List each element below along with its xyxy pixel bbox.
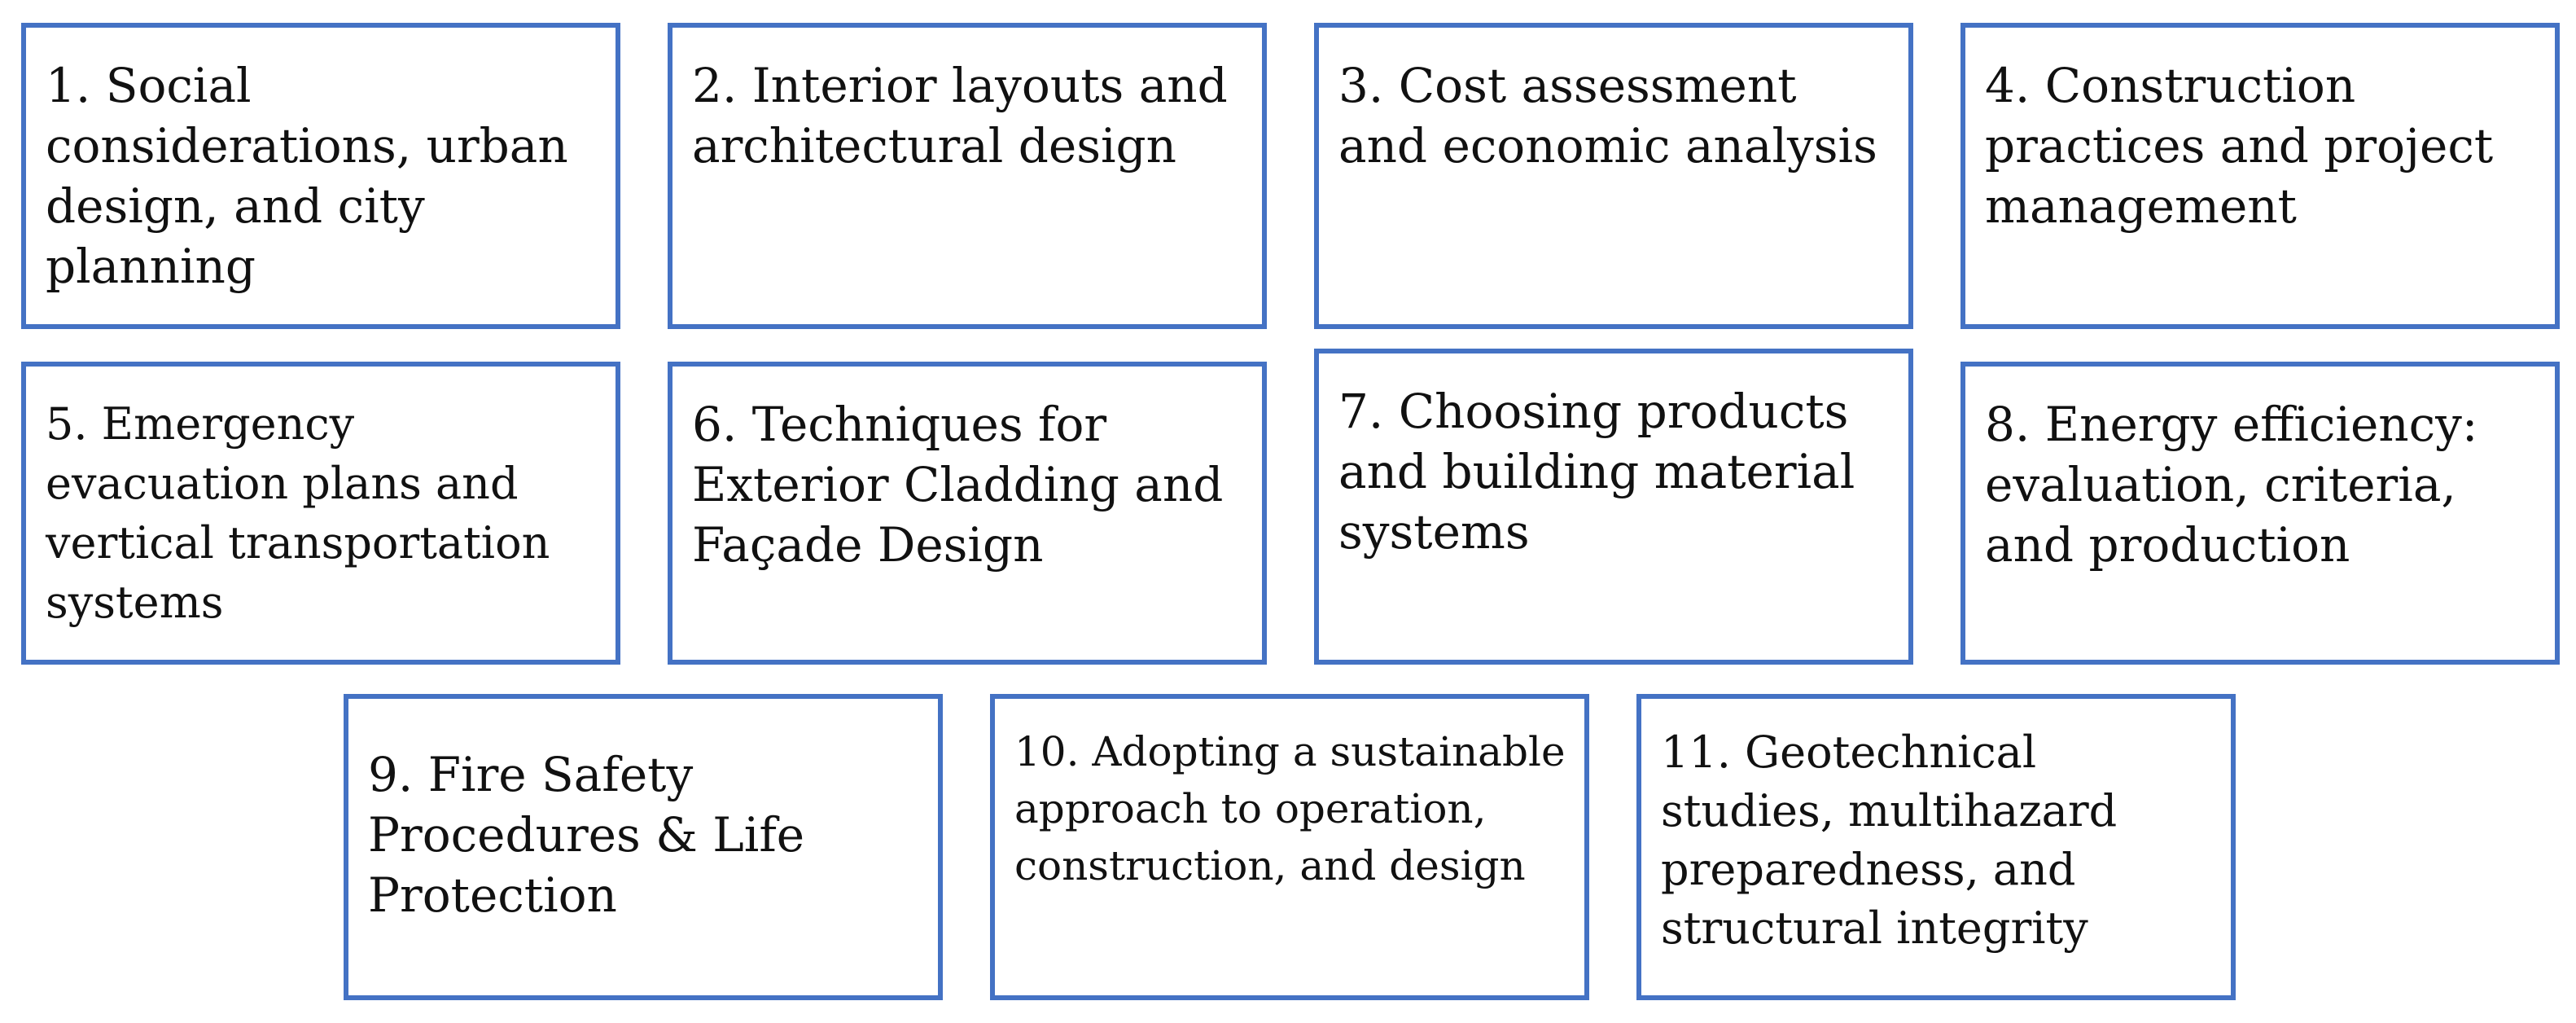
topic-box-1 <box>21 23 620 329</box>
topic-box-1-text: 1. Social considerations, urban design, and city planning <box>46 58 568 294</box>
topic-box-3-text: 3. Cost assessment and economic analysis <box>1338 58 1877 173</box>
topic-box-6 <box>668 362 1267 665</box>
topic-box-10 <box>990 694 1589 1000</box>
topic-box-8-text: 8. Energy efficiency: evaluation, criteria, and production <box>1985 397 2478 573</box>
topic-box-9 <box>344 694 943 1000</box>
topic-box-10-text: 10. Adopting a sustainable approach to operation, construction, and design <box>1014 728 1566 889</box>
topic-box-2 <box>668 23 1267 329</box>
topic-box-5-text: 5. Emergency evacuation plans and vertical transportation systems <box>46 398 550 628</box>
topic-box-7 <box>1314 349 1913 665</box>
topic-box-4 <box>1960 23 2560 329</box>
topic-box-9-text: 9. Fire Safety Procedures & Life Protection <box>368 747 805 923</box>
topic-box-4-text: 4. Construction practices and project management <box>1985 58 2494 234</box>
topic-box-11 <box>1636 694 2236 1000</box>
topic-box-7-text: 7. Choosing products and building material systems <box>1338 384 1855 560</box>
topic-box-3 <box>1314 23 1913 329</box>
topic-box-2-text: 2. Interior layouts and architectural design <box>692 58 1228 173</box>
topic-box-8 <box>1960 362 2560 665</box>
topic-box-5 <box>21 362 620 665</box>
topic-box-11-text: 11. Geotechnical studies, multihazard preparedness, and structural integrity <box>1661 727 2118 954</box>
topic-box-6-text: 6. Techniques for Exterior Cladding and Façade Design <box>692 397 1224 573</box>
